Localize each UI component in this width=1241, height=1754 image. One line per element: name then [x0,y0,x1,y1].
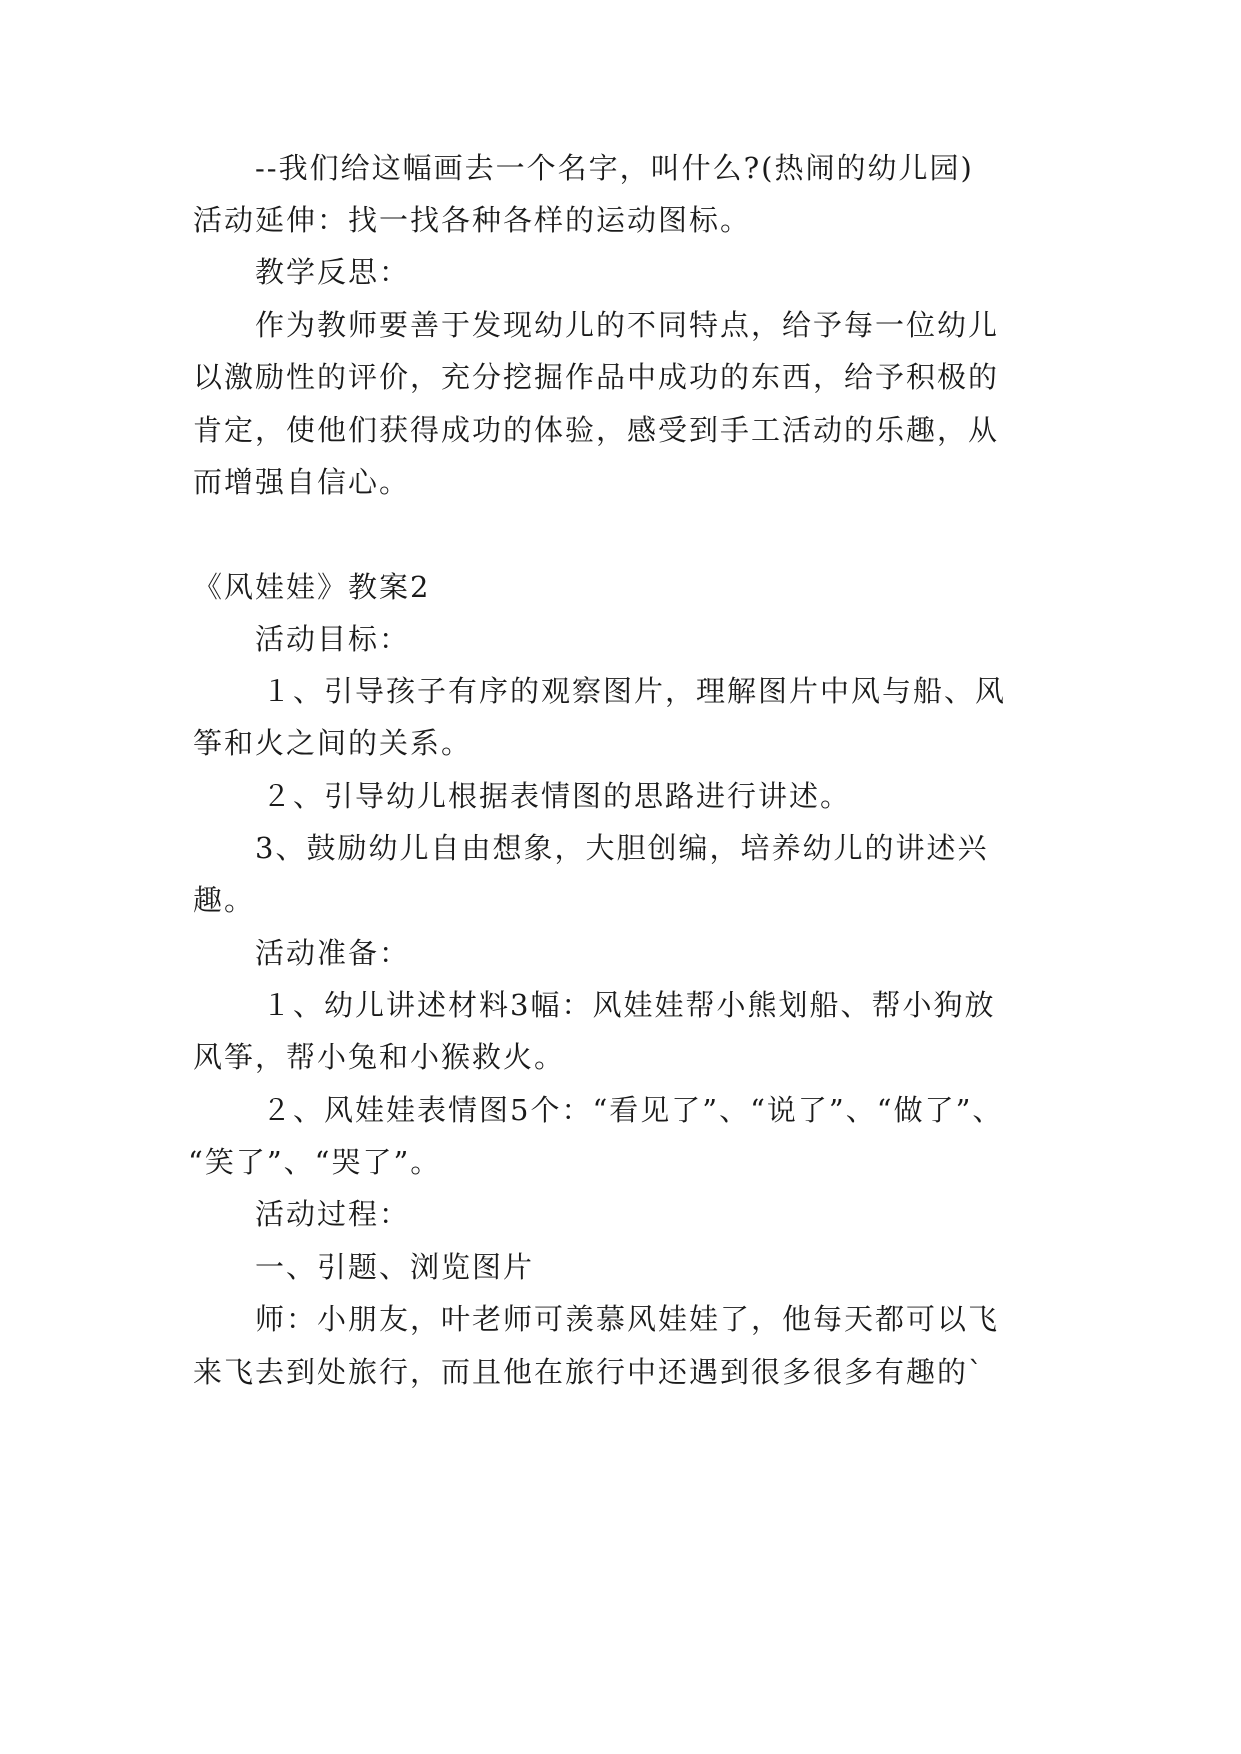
text-line: --我们给这幅画去一个名字，叫什么?(热闹的幼儿园) [255,151,974,185]
section-title: 《风娃娃》教案2 [193,570,431,604]
text-line: １、引导孩子有序的观察图片，理解图片中风与船、风 [262,674,1007,708]
text-line: 教学反思： [255,255,411,289]
text-line: 作为教师要善于发现幼儿的不同特点，给予每一位幼儿 [255,308,1000,342]
text-line: “笑了”、“哭了”。 [188,1145,442,1179]
text-line: 3、鼓励幼儿自由想象，大胆创编，培养幼儿的讲述兴 [255,831,989,865]
text-line: 趣。 [193,883,256,917]
text-line: 师：小朋友，叶老师可羡慕风娃娃了，他每天都可以飞 [255,1302,1000,1336]
text-line: 来飞去到处旅行，而且他在旅行中还遇到很多很多有趣的` [193,1355,985,1389]
text-line: 而增强自信心。 [193,465,411,499]
text-line: 一、引题、浏览图片 [255,1250,535,1284]
text-line: 肯定，使他们获得成功的体验，感受到手工活动的乐趣，从 [193,413,1000,447]
text-line: 活动过程： [255,1197,411,1231]
text-line: ２、引导幼儿根据表情图的思路进行讲述。 [262,779,852,813]
text-line: 活动准备： [255,936,411,970]
text-line: ２、风娃娃表情图5个：“看见了”、“说了”、“做了”、 [262,1093,1004,1127]
text-line: 风筝，帮小兔和小猴救火。 [193,1040,566,1074]
text-line: 以激励性的评价，充分挖掘作品中成功的东西，给予积极的 [193,360,1000,394]
text-line: 活动延伸：找一找各种各样的运动图标。 [193,203,752,237]
text-line: 活动目标： [255,622,411,656]
text-line: 筝和火之间的关系。 [193,726,473,760]
text-line: １、幼儿讲述材料3幅：风娃娃帮小熊划船、帮小狗放 [262,988,996,1022]
